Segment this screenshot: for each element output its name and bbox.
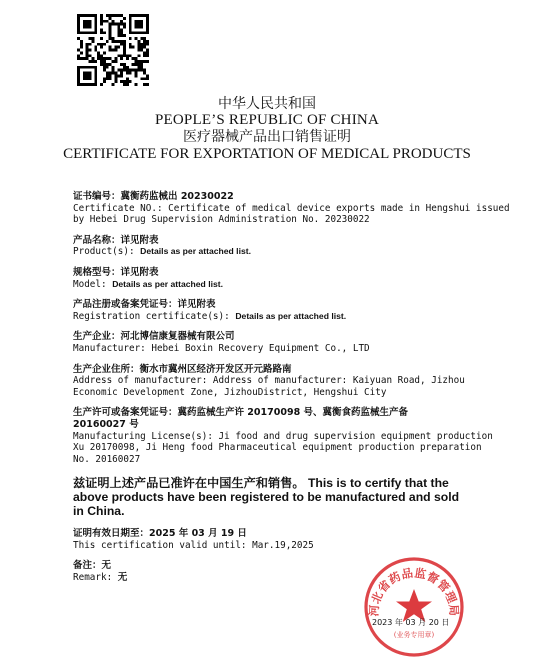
product-value-en: Details as per attached list. (140, 246, 251, 257)
license-en-line-3: No. 20160027 (73, 453, 141, 465)
validity-en-line: This certification valid until: Mar.19,2025 (73, 539, 314, 551)
qr-code-icon (77, 14, 149, 86)
product-value-cn: 详见附表 (120, 234, 159, 246)
statement-cn: 兹证明上述产品已准许在中国生产和销售。 (73, 476, 305, 491)
license-en-line-1: Manufacturing License(s): Ji food and drug supervision equipment production (73, 430, 493, 442)
registration-label-en: Registration certificate(s): (73, 310, 236, 322)
seal-note: (业务专用章) (393, 631, 435, 639)
product-en-line (73, 246, 473, 258)
cert-no-en-line-2: by Hebei Drug Supervision Administration No. 20230022 (73, 214, 370, 226)
official-seal-stamp (362, 555, 466, 659)
registration-cn-line (73, 299, 473, 311)
model-label-cn: 规格型号： (73, 266, 121, 278)
statement-en: This is to certify that the above products have been registered to be manufactured and sold in China. (73, 476, 460, 519)
product-label-en: Product(s): (73, 246, 141, 258)
cert-no-en-line-1: Certificate NO.: Certificate of medical device exports made in Hengshui issued (73, 202, 510, 214)
address-label-cn: 生产企业住所： (73, 363, 140, 375)
registration-label-cn: 产品注册或备案凭证号： (73, 299, 178, 311)
manufacturer-label-cn: 生产企业： (73, 331, 121, 343)
subtitle-chinese: 医疗器械产品出口销售证明 (183, 129, 351, 145)
model-en-line (73, 279, 473, 291)
cert-no-value-cn: 冀衡药监械出 20230022 (120, 191, 234, 202)
validity-label-cn: 证明有效日期至： (73, 528, 150, 540)
manufacturer-cn-line (73, 331, 473, 343)
validity-cn-line (73, 528, 473, 540)
seal-date: 2023 年 03 月 20 日 (372, 618, 450, 627)
remarks-label-cn: 备注： (73, 560, 102, 572)
title-english: PEOPLE’S REPUBLIC OF CHINA (155, 112, 379, 128)
address-value-cn: 衡水市冀州区经济开发区开元路路南 (139, 363, 292, 375)
registration-value-cn: 详见附表 (177, 299, 216, 311)
subtitle-english: CERTIFICATE FOR EXPORTATION OF MEDICAL PRODUCTS (63, 146, 471, 162)
manufacturer-value-cn: 河北博信康复器械有限公司 (120, 331, 235, 343)
certification-statement (73, 476, 473, 518)
title-chinese: 中华人民共和国 (218, 96, 316, 112)
product-cn-line (73, 235, 473, 247)
model-value-en: Details as per attached list. (112, 278, 223, 289)
seal-arc-text: 河北省药品监督管理局 (366, 565, 462, 617)
validity-value-cn: 2025 年 03 月 19 日 (149, 528, 247, 540)
cert-no-label-cn: 证书编号： (73, 191, 121, 202)
model-value-cn: 详见附表 (120, 266, 159, 278)
address-cn-line (73, 364, 473, 376)
product-label-cn: 产品名称： (73, 234, 121, 246)
model-cn-line (73, 267, 473, 279)
manufacturer-en-line: Manufacturer: Hebei Boxin Recovery Equipment Co., LTD (73, 342, 370, 354)
remarks-value-en: 无 (117, 572, 128, 584)
license-cn-line-1: 生产许可或备案凭证号：冀药监械生产许 20170098 号、冀衡食药监械生产备 (73, 407, 408, 419)
remarks-value-cn: 无 (101, 560, 112, 572)
registration-value-en: Details as per attached list. (235, 310, 347, 321)
address-en-line-2: Economic Development Zone, JizhouDistrict, Hengshui City (73, 386, 387, 398)
model-label-en: Model: (73, 278, 113, 290)
address-en-line-1: Address of manufacturer: Address of manufacturer: Kaiyuan Road, Jizhou (73, 375, 465, 387)
registration-en-line (73, 311, 473, 323)
remarks-label-en: Remark: (73, 572, 118, 584)
license-cn-line-2: 20160027 号 (73, 418, 139, 430)
license-en-line-2: Xu 20170098, Ji Heng food Pharmaceutical equipment production preparation (73, 442, 482, 454)
certificate-body (73, 191, 510, 584)
cert-no-cn-line (73, 191, 473, 203)
